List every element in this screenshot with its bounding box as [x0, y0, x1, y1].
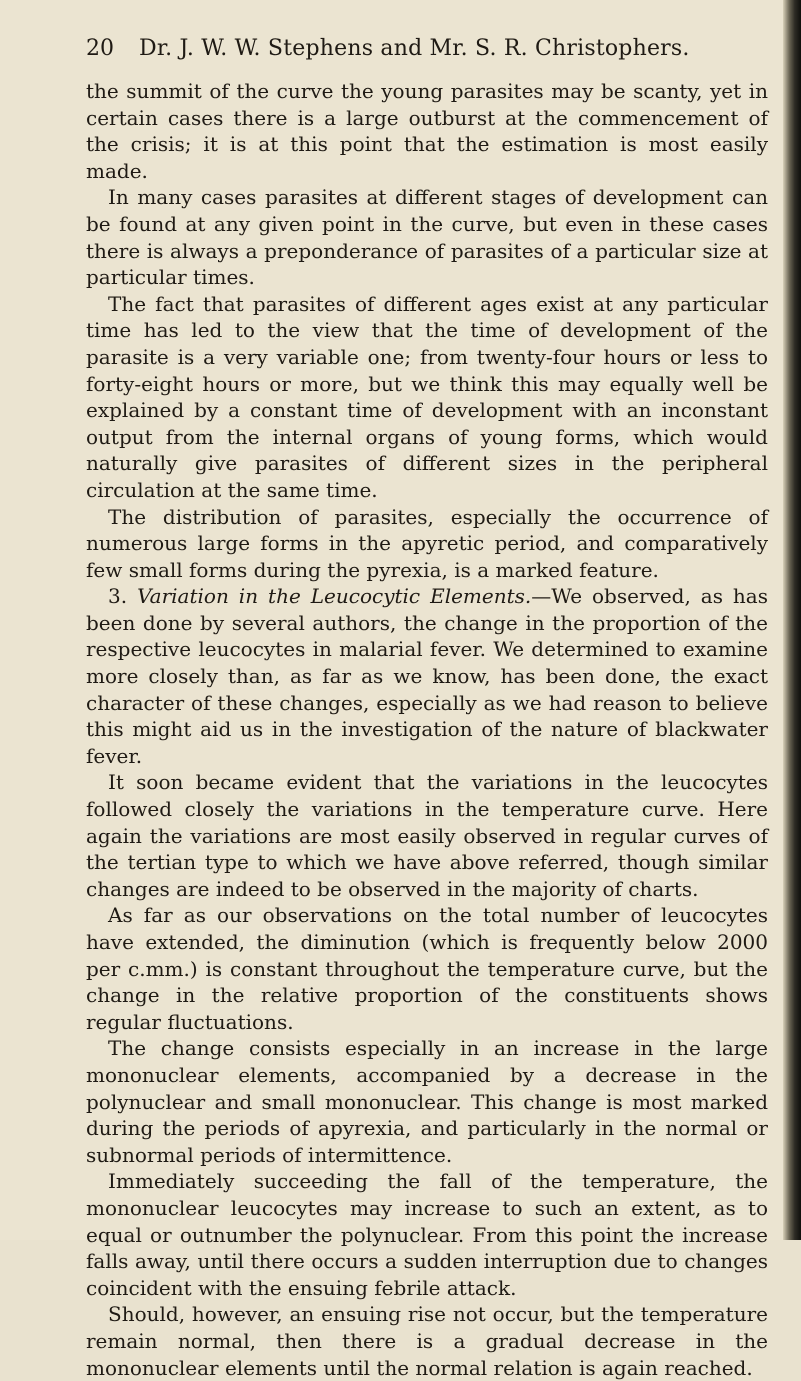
page-header [86, 34, 766, 64]
paragraph: It soon became evident that the variations in the leucocytes followed closely the variations in the temperature curve. Here again the variations are most easily observed in regular curves of the tertian type to which we have above referred, though similar changes are indeed to be observed in the majority of charts. [86, 770, 768, 901]
paragraph: The change consists especially in an increase in the large mononuclear elements, accompanied by a decrease in the polynuclear and small mononuclear. This change is most marked during the periods of apyrexia, and particularly in the normal or subnormal periods of intermittence. [86, 1036, 768, 1167]
book-binding-edge [783, 0, 801, 1240]
body-text [86, 78, 768, 1381]
section-title: Variation in the Leucocytic Elements. [137, 584, 532, 609]
paragraph: The distribution of parasites, especially the occurrence of numerous large forms in the apyretic period, and comparatively few small forms during the pyrexia, is a marked feature. [86, 504, 768, 582]
paragraph: Immediately succeeding the fall of the temperature, the mononuclear leucocytes may increase to such an extent, as to equal or outnumber the polynuclear. From this point the increase falls away, until there occurs a sudden interruption due to changes coincident with the ensuing febrile attack. [86, 1169, 768, 1300]
page-number: 20 [86, 36, 114, 61]
running-head: Dr. J. W. W. Stephens and Mr. S. R. Christophers. [139, 36, 690, 61]
section-paragraph [86, 583, 768, 769]
paragraph: Should, however, an ensuing rise not occur, but the temperature remain normal, then there is a gradual decrease in the mononuclear elements until the normal relation is again reached. [86, 1302, 768, 1380]
section-text: —We observed, as has been done by several authors, the change in the proportion of the respective leucocytes in malarial fever. We determined to examine more closely than, as far as we know, has been done, the exact character of these changes, especially as we had reason to believe this might aid us in the investigation of the nature of blackwater fever. [86, 584, 768, 768]
section-number: 3. [108, 584, 128, 609]
paragraph: The fact that parasites of different ages exist at any particular time has led to the view that the time of development of the parasite is a very variable one; from twenty-four hours or less to forty-eight hours or more, but we think this may equally well be explained by a constant time of development with an inconstant output from the internal organs of young forms, which would naturally give parasites of different sizes in the peripheral circulation at the same time. [86, 291, 768, 502]
paragraph: As far as our observations on the total number of leucocytes have extended, the diminution (which is frequently below 2000 per c.mm.) is constant throughout the temperature curve, but the change in the relative proportion of the constituents shows regular fluctuations. [86, 903, 768, 1034]
paragraph: the summit of the curve the young parasites may be scanty, yet in certain cases there is a large outburst at the commencement of the crisis; it is at this point that the estimation is most easily made. [86, 79, 768, 183]
paragraph: In many cases parasites at different stages of development can be found at any given point in the curve, but even in these cases there is always a preponderance of parasites of a particular size at particular times. [86, 185, 768, 290]
